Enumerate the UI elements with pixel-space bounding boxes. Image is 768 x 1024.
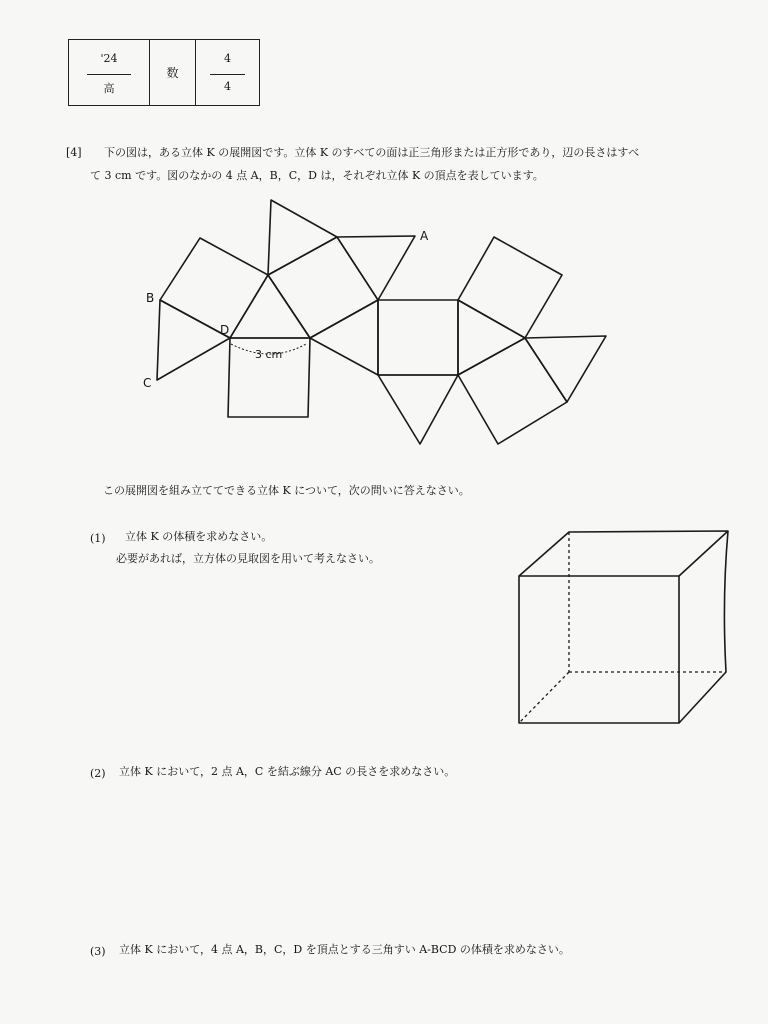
question-1-hint: 必要があれば，立方体の見取図を用いて考えなさい。 xyxy=(116,552,380,565)
question-1-number: (1) xyxy=(90,532,106,545)
header-year: '24 xyxy=(100,52,118,65)
problem-intro-line1: 下の図は，ある立体 K の展開図です。立体 K のすべての面は正三角形または正方形であり，辺の長さはすべ xyxy=(104,146,640,159)
header-level: 高 xyxy=(103,82,115,95)
label-c: C xyxy=(143,376,152,390)
label-a: A xyxy=(420,229,429,243)
header-subject: 数 xyxy=(166,66,179,80)
header-page-num: 4 xyxy=(224,52,231,65)
question-3-number: (3) xyxy=(90,945,106,958)
problem-number: [4] xyxy=(66,146,82,159)
cube-front-face xyxy=(519,576,679,723)
label-d: D xyxy=(220,323,230,337)
problem-intro-line2: て 3 cm です。図のなかの 4 点 A，B，C，D は，それぞれ立体 K の頂点を表しています。 xyxy=(90,169,544,182)
cube-right-edge xyxy=(679,531,728,723)
assemble-instruction: この展開図を組み立ててできる立体 K について，次の問いに答えなさい。 xyxy=(103,484,470,497)
cube-hidden-diagonal xyxy=(519,672,569,723)
label-edge-length: 3 cm xyxy=(255,348,283,361)
cube-top-back-edges xyxy=(519,531,728,576)
question-2-number: (2) xyxy=(90,767,106,780)
question-1-text: 立体 K の体積を求めなさい。 xyxy=(125,530,273,543)
question-2-text: 立体 K において，2 点 A，C を結ぶ線分 AC の長さを求めなさい。 xyxy=(119,765,456,778)
label-b: B xyxy=(146,291,155,305)
question-3-text: 立体 K において，4 点 A，B，C，D を頂点とする三角すい A-BCD の体積を求めなさい。 xyxy=(119,943,570,956)
header-page-total: 4 xyxy=(224,80,231,93)
